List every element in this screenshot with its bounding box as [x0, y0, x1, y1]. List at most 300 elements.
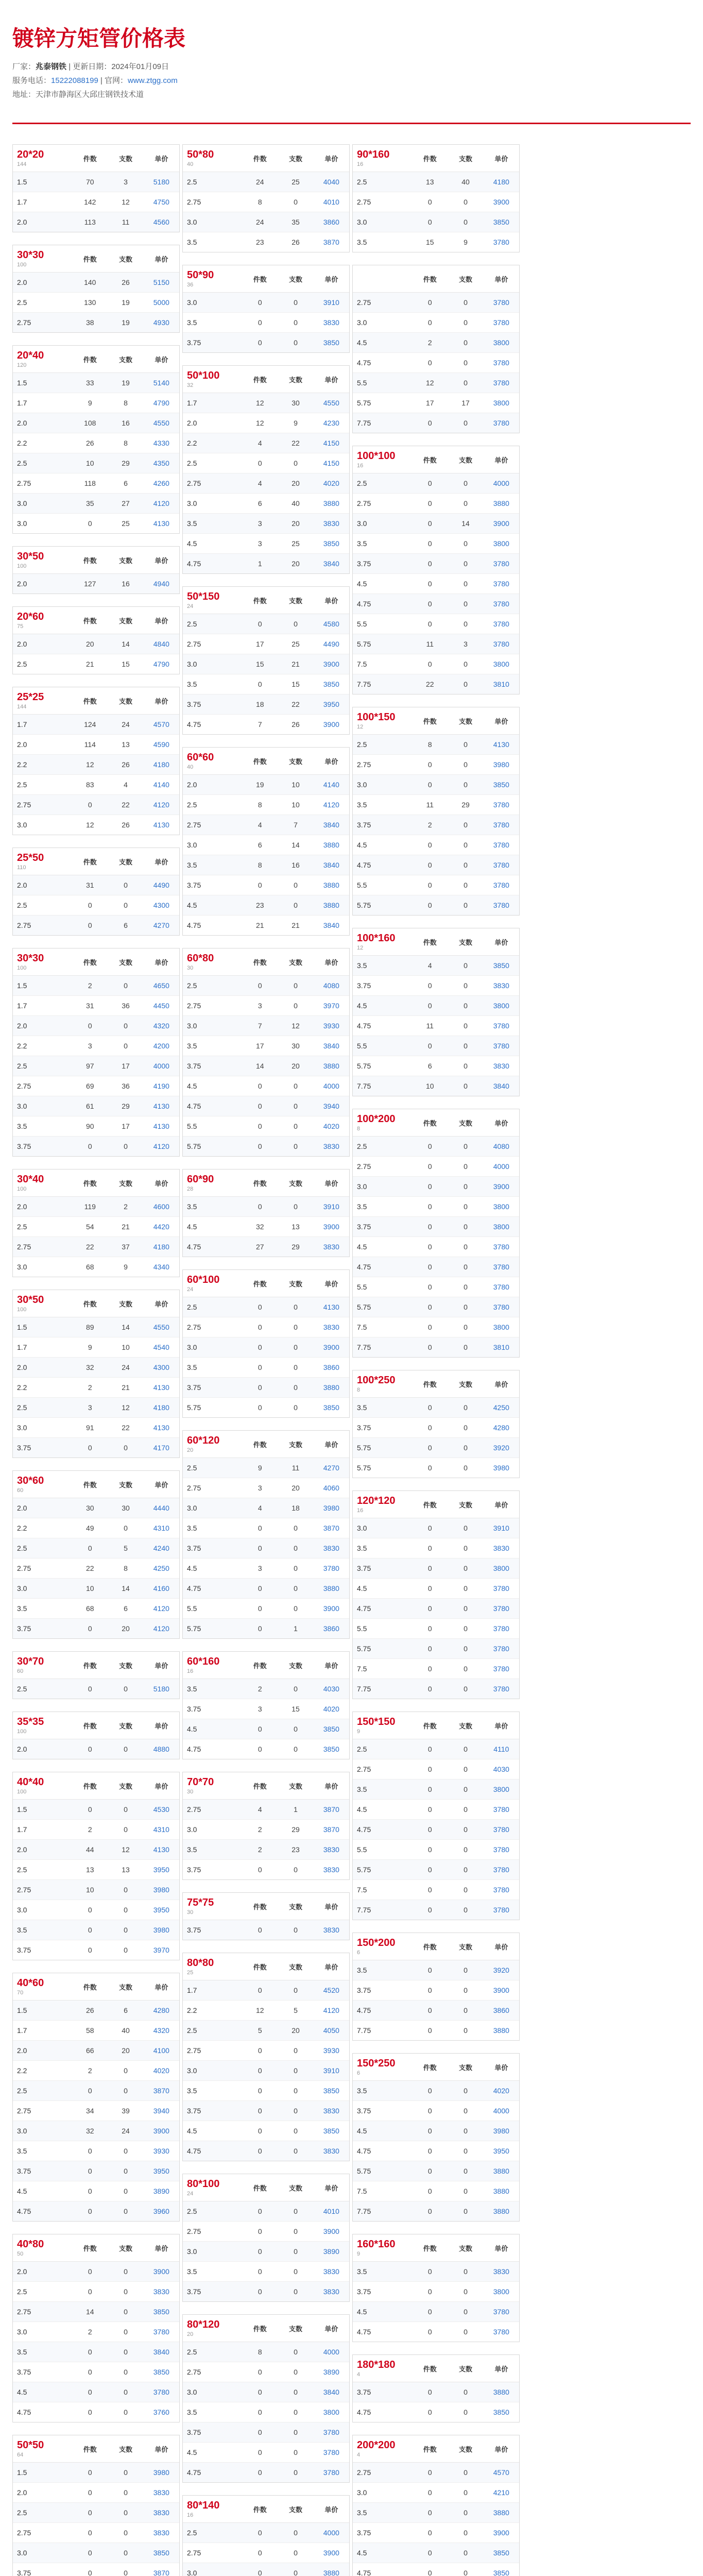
- price-cell: 3980: [153, 2468, 169, 2477]
- count-cell: 0: [294, 1102, 298, 1110]
- table-row: [13, 1840, 179, 1860]
- header-price: 单价: [324, 1280, 338, 1288]
- table-row: [353, 1900, 519, 1920]
- spec-label: [183, 752, 242, 770]
- spec-pack-count: 24: [187, 603, 194, 609]
- spec-size: 80*120: [187, 2319, 220, 2330]
- count-cell: 0: [294, 1544, 298, 1552]
- table-row: [183, 1619, 349, 1638]
- count-cell: 0: [294, 2448, 298, 2456]
- thickness-cell: 2.5: [17, 1685, 27, 1693]
- count-cell: 0: [464, 2569, 468, 2576]
- thickness-cell: 2.5: [357, 1142, 367, 1150]
- spec-pack-count: 8: [357, 1387, 361, 1393]
- count-cell: 26: [122, 821, 130, 829]
- price-cell: 3780: [493, 1604, 509, 1613]
- phone-label: 服务电话：: [12, 76, 52, 85]
- pieces-cell: 10: [85, 1886, 94, 1894]
- thickness-cell: 1.5: [17, 2468, 27, 2477]
- thickness-cell: 2.5: [187, 1303, 197, 1311]
- header-width: 件数: [423, 456, 437, 464]
- price-cell: 3780: [493, 901, 509, 909]
- thickness-cell: 1.7: [17, 1343, 27, 1351]
- header-count: 支数: [119, 1300, 133, 1308]
- pieces-cell: 0: [258, 2066, 262, 2075]
- thickness-cell: 3.75: [357, 2529, 371, 2537]
- spec-size: 40*60: [17, 1977, 44, 1989]
- header-price: 单价: [155, 1722, 168, 1730]
- count-cell: 0: [464, 1423, 468, 1432]
- count-cell: 0: [464, 298, 468, 307]
- count-cell: 5: [294, 2006, 298, 2014]
- count-cell: 0: [464, 600, 468, 608]
- price-cell: 3850: [323, 680, 339, 688]
- table-row: [13, 293, 179, 313]
- thickness-cell: 4.5: [357, 1805, 367, 1814]
- thickness-cell: 3.5: [357, 2509, 367, 2517]
- table-row: [183, 1820, 349, 1840]
- spec-label: [183, 1435, 242, 1453]
- count-cell: 14: [122, 1584, 130, 1592]
- thickness-cell: 3.0: [17, 821, 27, 829]
- count-cell: 25: [122, 519, 130, 528]
- count-cell: 6: [124, 921, 128, 929]
- thickness-cell: 4.5: [17, 2388, 27, 2396]
- pieces-cell: 38: [85, 318, 94, 327]
- count-cell: 0: [464, 1785, 468, 1793]
- price-cell: 3780: [493, 1645, 509, 1653]
- pieces-cell: 0: [258, 1624, 262, 1633]
- header-count: 支数: [119, 1983, 133, 1991]
- price-cell: 3780: [153, 2328, 169, 2336]
- thickness-cell: 4.75: [357, 1263, 371, 1271]
- spec-header: [183, 2174, 349, 2201]
- table-row: [183, 534, 349, 554]
- spec-size: 100*200: [357, 1113, 396, 1125]
- thickness-cell: 2.5: [187, 620, 197, 628]
- table-row: [13, 1398, 179, 1418]
- pieces-cell: 26: [85, 439, 94, 447]
- table-row: [183, 333, 349, 352]
- pieces-cell: 9: [258, 1464, 262, 1472]
- count-cell: 0: [124, 1825, 128, 1834]
- count-cell: 0: [464, 2408, 468, 2416]
- pieces-cell: 13: [85, 1866, 94, 1874]
- pieces-cell: 0: [427, 600, 432, 608]
- price-cell: 4790: [153, 660, 169, 668]
- pieces-cell: 4: [258, 1805, 262, 1814]
- price-cell: 3830: [493, 1062, 509, 1070]
- pieces-cell: 0: [427, 1002, 432, 1010]
- table-row: [353, 614, 519, 634]
- table-row: [353, 2483, 519, 2503]
- count-cell: 40: [122, 2026, 130, 2035]
- count-cell: 0: [124, 2549, 128, 2557]
- table-row: [13, 715, 179, 735]
- thickness-cell: 2.0: [17, 2267, 27, 2276]
- thickness-cell: 2.5: [17, 1544, 27, 1552]
- count-cell: 0: [464, 1002, 468, 1010]
- table-row: [353, 976, 519, 996]
- pieces-cell: 32: [255, 1223, 264, 1231]
- thickness-cell: 5.5: [357, 1845, 367, 1854]
- table-row: [183, 413, 349, 433]
- spec-pack-count: 4: [357, 2371, 361, 2378]
- pieces-cell: 0: [427, 1162, 432, 1171]
- spec-header: [353, 1109, 519, 1137]
- count-cell: 0: [294, 1303, 298, 1311]
- table-row: [353, 1076, 519, 1096]
- table-row: [353, 2543, 519, 2563]
- count-cell: 0: [294, 1564, 298, 1572]
- pieces-cell: 6: [427, 1062, 432, 1070]
- spec-label: [13, 350, 72, 368]
- count-cell: 0: [124, 2267, 128, 2276]
- table-row: [13, 1739, 179, 1759]
- count-cell: 0: [464, 660, 468, 668]
- thickness-cell: 3.0: [357, 1524, 367, 1532]
- spec-size: 150*150: [357, 1716, 396, 1727]
- table-row: [13, 433, 179, 453]
- table-row: [13, 473, 179, 494]
- spec-size: 100*250: [357, 1375, 396, 1386]
- header-price: 单价: [155, 858, 168, 866]
- count-cell: 0: [124, 2488, 128, 2497]
- table-row: [13, 2041, 179, 2061]
- price-cell: 4490: [153, 881, 169, 889]
- spec-pack-count: 24: [187, 2191, 194, 2197]
- thickness-cell: 3.75: [187, 2428, 201, 2436]
- price-cell: 3830: [323, 1142, 339, 1150]
- price-cell: 3780: [493, 238, 509, 246]
- thickness-cell: 3.5: [187, 318, 197, 327]
- price-cell: 3830: [323, 1926, 339, 1934]
- spec-size: 100*160: [357, 933, 396, 944]
- pieces-cell: 0: [427, 620, 432, 628]
- thickness-cell: 3.75: [187, 2287, 201, 2296]
- spec-header: [353, 1712, 519, 1739]
- thickness-cell: 5.5: [357, 620, 367, 628]
- price-cell: 3980: [493, 1464, 509, 1472]
- thickness-cell: 4.75: [187, 1745, 201, 1753]
- table-row: [353, 2282, 519, 2302]
- price-cell: 3780: [493, 1685, 509, 1693]
- header-width: 件数: [423, 1380, 437, 1388]
- count-cell: 0: [464, 1845, 468, 1854]
- spec-size: 20*20: [17, 149, 44, 160]
- count-cell: 0: [464, 198, 468, 206]
- table-row: [183, 2041, 349, 2061]
- spec-table: [12, 1470, 180, 1639]
- spec-pack-count: 144: [17, 161, 27, 167]
- price-cell: 3800: [493, 660, 509, 668]
- thickness-cell: 3.0: [187, 1504, 197, 1512]
- thickness-cell: 4.75: [187, 921, 201, 929]
- spec-table: [182, 144, 350, 252]
- table-row: [353, 1257, 519, 1277]
- price-cell: 3870: [323, 1524, 339, 1532]
- website-link[interactable]: www.ztgg.com: [128, 76, 178, 85]
- spec-table: [12, 546, 180, 594]
- thickness-cell: 5.75: [357, 1062, 371, 1070]
- price-cell: 3780: [493, 600, 509, 608]
- header-price: 单价: [324, 1440, 338, 1449]
- pieces-cell: 34: [85, 2107, 94, 2115]
- pieces-cell: 11: [426, 801, 434, 809]
- pieces-cell: 17: [425, 399, 434, 407]
- spec-label: [183, 1656, 242, 1674]
- thickness-cell: 3.75: [357, 1423, 371, 1432]
- count-cell: 0: [464, 2267, 468, 2276]
- thickness-cell: 5.75: [357, 399, 371, 407]
- thickness-cell: 3.5: [17, 1604, 27, 1613]
- count-cell: 0: [294, 1383, 298, 1392]
- header-count: 支数: [119, 155, 133, 163]
- thickness-cell: 3.5: [187, 680, 197, 688]
- spec-label: [13, 1716, 72, 1735]
- count-cell: 0: [294, 1363, 298, 1371]
- thickness-cell: 3.0: [17, 1102, 27, 1110]
- pieces-cell: 20: [85, 640, 94, 648]
- table-row: [183, 1579, 349, 1599]
- table-row: [353, 2101, 519, 2121]
- pieces-cell: 0: [427, 1202, 432, 1211]
- count-cell: 26: [292, 238, 300, 246]
- pieces-cell: 4: [427, 961, 432, 970]
- table-row: [13, 1197, 179, 1217]
- pieces-cell: 0: [258, 2428, 262, 2436]
- pieces-cell: 0: [88, 2549, 92, 2557]
- spec-label: [13, 1977, 72, 1996]
- thickness-cell: 3.0: [17, 1263, 27, 1271]
- thickness-cell: 2.5: [357, 740, 367, 749]
- spec-size: 60*90: [187, 1174, 214, 1185]
- price-cell: 3830: [153, 2529, 169, 2537]
- spec-header: [13, 346, 179, 373]
- pieces-cell: 7: [258, 1022, 262, 1030]
- thickness-cell: 3.0: [187, 2247, 197, 2256]
- table-row: [13, 2563, 179, 2576]
- spec-header: [13, 1170, 179, 1197]
- spec-table: [352, 144, 520, 252]
- table-row: [13, 2101, 179, 2121]
- header-width: 件数: [423, 1119, 437, 1127]
- phone-value[interactable]: 15222088199: [51, 76, 98, 85]
- price-cell: 4130: [153, 1845, 169, 1854]
- header-count: 支数: [119, 1782, 133, 1790]
- count-cell: 22: [122, 801, 130, 809]
- spec-size: 150*250: [357, 2058, 396, 2069]
- spec-header: [13, 1471, 179, 1498]
- pieces-cell: 0: [427, 1845, 432, 1854]
- thickness-cell: 7.5: [357, 1665, 367, 1673]
- pieces-cell: 0: [88, 2147, 92, 2155]
- header-count: 支数: [289, 2184, 303, 2192]
- header-price: 单价: [155, 1782, 168, 1790]
- thickness-cell: 3.75: [357, 1223, 371, 1231]
- header-price: 单价: [494, 456, 508, 464]
- price-cell: 4100: [153, 2046, 169, 2055]
- pieces-cell: 0: [258, 1604, 262, 1613]
- pieces-cell: 21: [255, 921, 264, 929]
- header-count: 支数: [289, 1963, 303, 1971]
- table-row: [353, 1016, 519, 1036]
- header-count: 支数: [119, 556, 133, 565]
- spec-header: [13, 145, 179, 172]
- header-width: 件数: [83, 617, 97, 625]
- pieces-cell: 0: [427, 2026, 432, 2035]
- price-cell: 3890: [323, 2368, 339, 2376]
- spec-size: 25*50: [17, 852, 44, 863]
- pieces-cell: 33: [85, 379, 94, 387]
- pieces-cell: 0: [427, 2087, 432, 2095]
- table-row: [353, 1679, 519, 1699]
- thickness-cell: 3.75: [17, 2167, 31, 2175]
- pieces-cell: 0: [258, 1584, 262, 1592]
- thickness-cell: 2.75: [187, 198, 201, 206]
- thickness-cell: 4.5: [187, 2127, 197, 2135]
- spec-pack-count: 9: [357, 1728, 361, 1735]
- table-row: [353, 1980, 519, 2001]
- spec-table: [182, 586, 350, 735]
- table-row: [183, 654, 349, 674]
- pieces-cell: 49: [85, 1524, 94, 1532]
- spec-table: [182, 2495, 350, 2576]
- thickness-cell: 2.75: [187, 2046, 201, 2055]
- thickness-cell: 3.5: [357, 1966, 367, 1974]
- price-cell: 3830: [153, 2509, 169, 2517]
- header-divider: [12, 123, 691, 124]
- count-cell: 20: [292, 1484, 300, 1492]
- spec-table: [12, 2234, 180, 2422]
- count-cell: 12: [122, 1403, 130, 1412]
- price-cell: 3900: [153, 2267, 169, 2276]
- pieces-cell: 113: [84, 218, 96, 226]
- thickness-cell: 2.75: [187, 1002, 201, 1010]
- thickness-cell: 4.75: [187, 2147, 201, 2155]
- spec-header: [13, 848, 179, 875]
- price-cell: 3880: [323, 1383, 339, 1392]
- pieces-cell: 0: [427, 2127, 432, 2135]
- count-cell: 0: [464, 2207, 468, 2215]
- count-cell: 0: [294, 2066, 298, 2075]
- price-cell: 3950: [153, 2167, 169, 2175]
- table-row: [13, 2282, 179, 2302]
- spec-pack-count: 4: [357, 2452, 361, 2458]
- count-cell: 6: [124, 2006, 128, 2014]
- header-count: 支数: [119, 697, 133, 705]
- date-value: 2024年01月09日: [111, 62, 169, 71]
- spec-table: [352, 1370, 520, 1478]
- spec-label: [13, 1475, 72, 1494]
- table-row: [183, 554, 349, 573]
- pieces-cell: 0: [88, 2388, 92, 2396]
- thickness-cell: 2.5: [17, 1223, 27, 1231]
- thickness-cell: 2.5: [187, 2348, 197, 2356]
- count-cell: 0: [294, 1604, 298, 1613]
- count-cell: 30: [292, 399, 300, 407]
- thickness-cell: 2.75: [187, 1484, 201, 1492]
- spec-table: [182, 948, 350, 1157]
- header-width: 件数: [423, 155, 437, 163]
- count-cell: 0: [464, 560, 468, 568]
- spec-pack-count: 16: [357, 1507, 364, 1514]
- thickness-cell: 2.2: [17, 1524, 27, 1532]
- spec-pack-count: 100: [17, 1307, 27, 1313]
- count-cell: 0: [294, 2468, 298, 2477]
- pieces-cell: 30: [85, 1504, 94, 1512]
- pieces-cell: 0: [427, 1604, 432, 1613]
- pieces-cell: 0: [258, 1363, 262, 1371]
- count-cell: 0: [464, 2127, 468, 2135]
- thickness-cell: 3.5: [187, 1845, 197, 1854]
- price-cell: 4560: [153, 218, 169, 226]
- pieces-cell: 0: [427, 1805, 432, 1814]
- header-price: 单价: [324, 1963, 338, 1971]
- table-row: [353, 192, 519, 212]
- pieces-cell: 0: [88, 901, 92, 909]
- count-cell: 25: [292, 178, 300, 186]
- spec-label: [13, 611, 72, 630]
- spec-header: [13, 687, 179, 715]
- thickness-cell: 3.0: [187, 499, 197, 507]
- table-row: [353, 2382, 519, 2402]
- thickness-cell: 2.0: [17, 278, 27, 286]
- table-row: [13, 1579, 179, 1599]
- spec-size: 70*70: [187, 1776, 214, 1788]
- spec-pack-count: 60: [17, 1487, 24, 1494]
- header-width: 件数: [423, 2063, 437, 2072]
- table-row: [13, 2342, 179, 2362]
- thickness-cell: 5.5: [357, 1624, 367, 1633]
- spec-table: [12, 848, 180, 936]
- count-cell: 0: [294, 2127, 298, 2135]
- count-cell: 30: [122, 1504, 130, 1512]
- count-cell: 0: [124, 1946, 128, 1954]
- thickness-cell: 2.75: [357, 2468, 371, 2477]
- count-cell: 0: [294, 1122, 298, 1130]
- spec-label: [183, 1957, 242, 1976]
- pieces-cell: 0: [258, 2529, 262, 2537]
- price-cell: 4160: [153, 1584, 169, 1592]
- pieces-cell: 0: [88, 2529, 92, 2537]
- spec-size: 20*40: [17, 350, 44, 361]
- table-row: [183, 2443, 349, 2463]
- factory-label: 厂家：: [12, 62, 36, 71]
- count-cell: 29: [461, 801, 470, 809]
- spec-size: 40*80: [17, 2239, 44, 2250]
- price-cell: 3850: [323, 1725, 339, 1733]
- thickness-cell: 2.5: [187, 459, 197, 467]
- spec-size: 30*60: [17, 1475, 44, 1486]
- pieces-cell: 0: [88, 2087, 92, 2095]
- spec-header: [353, 2234, 519, 2262]
- pieces-cell: 0: [88, 921, 92, 929]
- thickness-cell: 2.75: [357, 298, 371, 307]
- pieces-cell: 2: [88, 2328, 92, 2336]
- header-width: 件数: [83, 355, 97, 364]
- table-row: [183, 514, 349, 534]
- spec-header: [13, 948, 179, 976]
- spec-label: [353, 1375, 412, 1393]
- header-price: 单价: [155, 1300, 168, 1308]
- price-cell: 3830: [323, 2107, 339, 2115]
- price-cell: 4120: [153, 499, 169, 507]
- thickness-cell: 3.0: [357, 218, 367, 226]
- spec-label: [13, 852, 72, 871]
- count-cell: 6: [124, 1604, 128, 1613]
- price-cell: 3850: [493, 2549, 509, 2557]
